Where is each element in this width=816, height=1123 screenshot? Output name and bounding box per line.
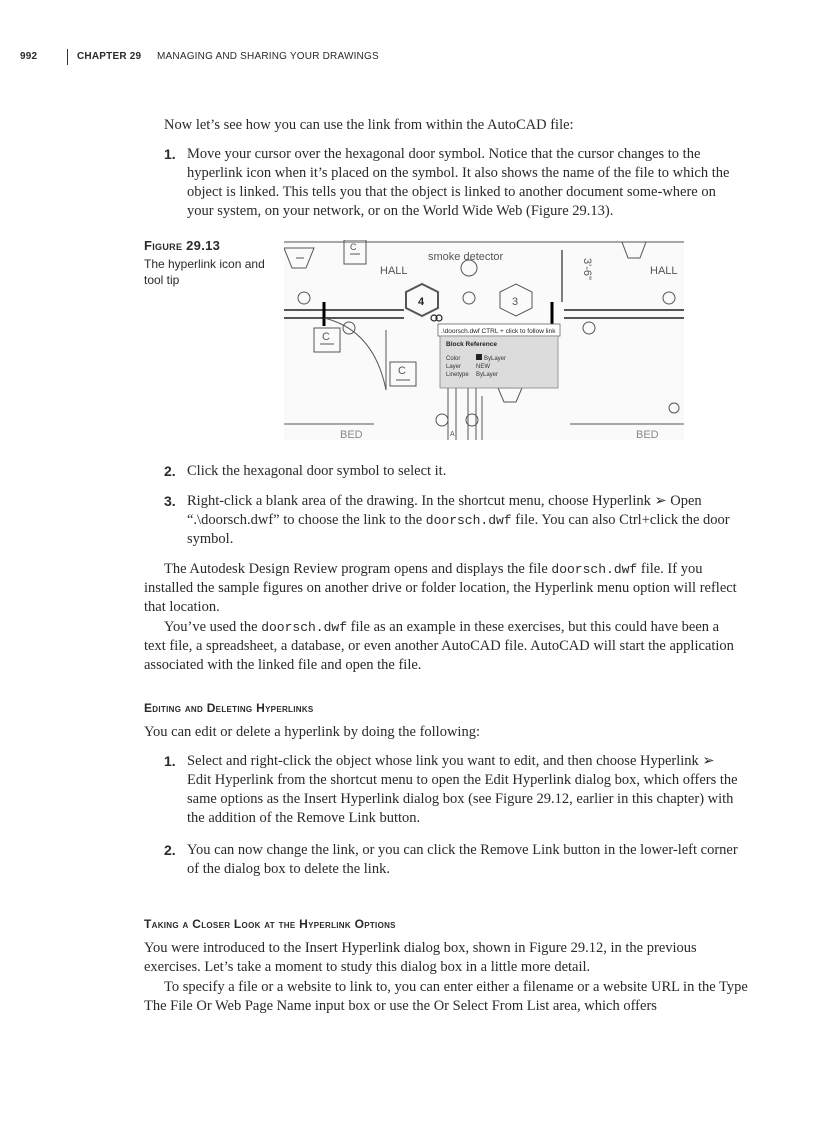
section2-paragraph-1: You were introduced to the Insert Hyperlink dialog box, shown in Figure 29.12, in the previous exercises. Let’s take a moment to study this dialog box in a little more detail.	[144, 940, 697, 975]
section-heading-editing: Editing and Deleting Hyperlinks	[144, 701, 314, 715]
figure-caption	[144, 238, 274, 288]
hall-label-left: HALL	[380, 265, 408, 277]
step-2	[164, 462, 742, 481]
step-text: Click the hexagonal door symbol to select it.	[187, 463, 447, 479]
code-filename: doorsch.dwf	[425, 513, 512, 528]
step-number: 3.	[164, 493, 176, 509]
bed-label-right: BED	[636, 429, 659, 440]
tooltip-title: Block Reference	[446, 341, 497, 348]
header-divider	[67, 49, 68, 65]
section-heading-closer-look: Taking a Closer Look at the Hyperlink Options	[144, 917, 396, 931]
section1-step-2	[164, 841, 742, 879]
step-text: You can now change the link, or you can click the Remove Link button in the lower-left corner of the dialog box to delete the link.	[187, 842, 738, 877]
chapter-title: MANAGING AND SHARING YOUR DRAWINGS	[157, 51, 379, 62]
door-4-label: 4	[418, 296, 425, 308]
para-text: You’ve used the	[164, 619, 262, 635]
body-paragraph-2	[144, 618, 744, 675]
step-text-pre: Right-click a blank area of the drawing. In the shortcut menu, choose Hyperlink ➢ Open “.\doorsch.dwf” to choose the link to the	[187, 493, 702, 528]
small-a-label: A	[450, 431, 455, 438]
step-1	[164, 145, 742, 221]
door-3-label: 3	[512, 296, 519, 308]
para-text: The Autodesk Design Review program opens and displays the file	[164, 561, 552, 577]
page-number: 992	[20, 51, 38, 62]
para-text: file as an example in these exercises, but this could have been a text file, a spreadsheet, a database, or even another AutoCAD file. AutoCAD will start the application associated with the linked file and open the file.	[144, 619, 734, 673]
color-swatch-icon	[476, 354, 482, 360]
step-3	[164, 492, 742, 549]
bed-label-left: BED	[340, 429, 363, 440]
floorplan-drawing	[284, 240, 684, 440]
tooltip-key-layer: Layer	[446, 364, 462, 370]
step-number: 2.	[164, 842, 176, 858]
step-text: Move your cursor over the hexagonal door symbol. Notice that the cursor changes to the hyperlink icon when it’s placed on the symbol. It also shows the name of the file to which the object is linked. This tells you that the object is linked to another document some-where on your system, on your network, or on the World Wide Web (Figure 29.13).	[187, 146, 730, 219]
tooltip-key-linetype: Linetype	[446, 372, 469, 378]
code-filename: doorsch.dwf	[551, 562, 638, 577]
tooltip-val-color: ByLayer	[484, 356, 507, 362]
door-c-label-top: C	[350, 242, 357, 252]
para-text: file. If you installed the sample figures on another drive or folder location, the Hyperlink menu option will reflect that location.	[144, 561, 737, 615]
intro-paragraph: Now let’s see how you can use the link from within the AutoCAD file:	[164, 117, 574, 133]
tooltip-val-linetype: ByLayer	[476, 372, 499, 378]
section1-step-1	[164, 752, 742, 828]
figure-label: Figure 29.13	[144, 238, 221, 253]
body-paragraph-1	[144, 560, 744, 617]
section-intro: You can edit or delete a hyperlink by doing the following:	[144, 724, 480, 740]
step-text: Select and right-click the object whose link you want to edit, and then choose Hyperlink ➢ Edit Hyperlink from the shortcut menu to open the Edit Hyperlink dialog box, which offers the same options as the Insert Hyperlink dialog box (see Figure 29.12, earlier in this chapter) with the addition of the Remove Link button.	[187, 753, 738, 826]
figure-29-13	[284, 240, 684, 440]
step-number: 1.	[164, 146, 176, 162]
door-c-label-left: C	[322, 331, 330, 343]
smoke-detector-label: smoke detector	[428, 251, 504, 263]
tooltip-val-layer: NEW	[476, 364, 490, 370]
code-filename: doorsch.dwf	[261, 620, 348, 635]
step-number: 2.	[164, 463, 176, 479]
tooltip-key-color: Color	[446, 356, 461, 362]
step-text	[187, 492, 742, 549]
hyperlink-tooltip	[438, 324, 560, 388]
tooltip-link-text: .\doorsch.dwf CTRL + click to follow link	[441, 328, 556, 335]
hall-label-right: HALL	[650, 265, 678, 277]
step-number: 1.	[164, 753, 176, 769]
figure-description: The hyperlink icon and tool tip	[144, 257, 265, 287]
step-text-post: file. You can also Ctrl+click the door symbol.	[187, 512, 730, 547]
dimension-label: 3'-6"	[581, 258, 593, 280]
chapter-label: CHAPTER 29	[77, 51, 142, 62]
hyperlink-cursor-icon	[431, 315, 442, 321]
door-c-label-middle: C	[398, 365, 406, 377]
section2-paragraph-2: To specify a file or a website to link to, you can enter either a filename or a website URL in the Type The File Or Web Page Name input box or use the Or Select From List area, which offers	[144, 979, 748, 1014]
